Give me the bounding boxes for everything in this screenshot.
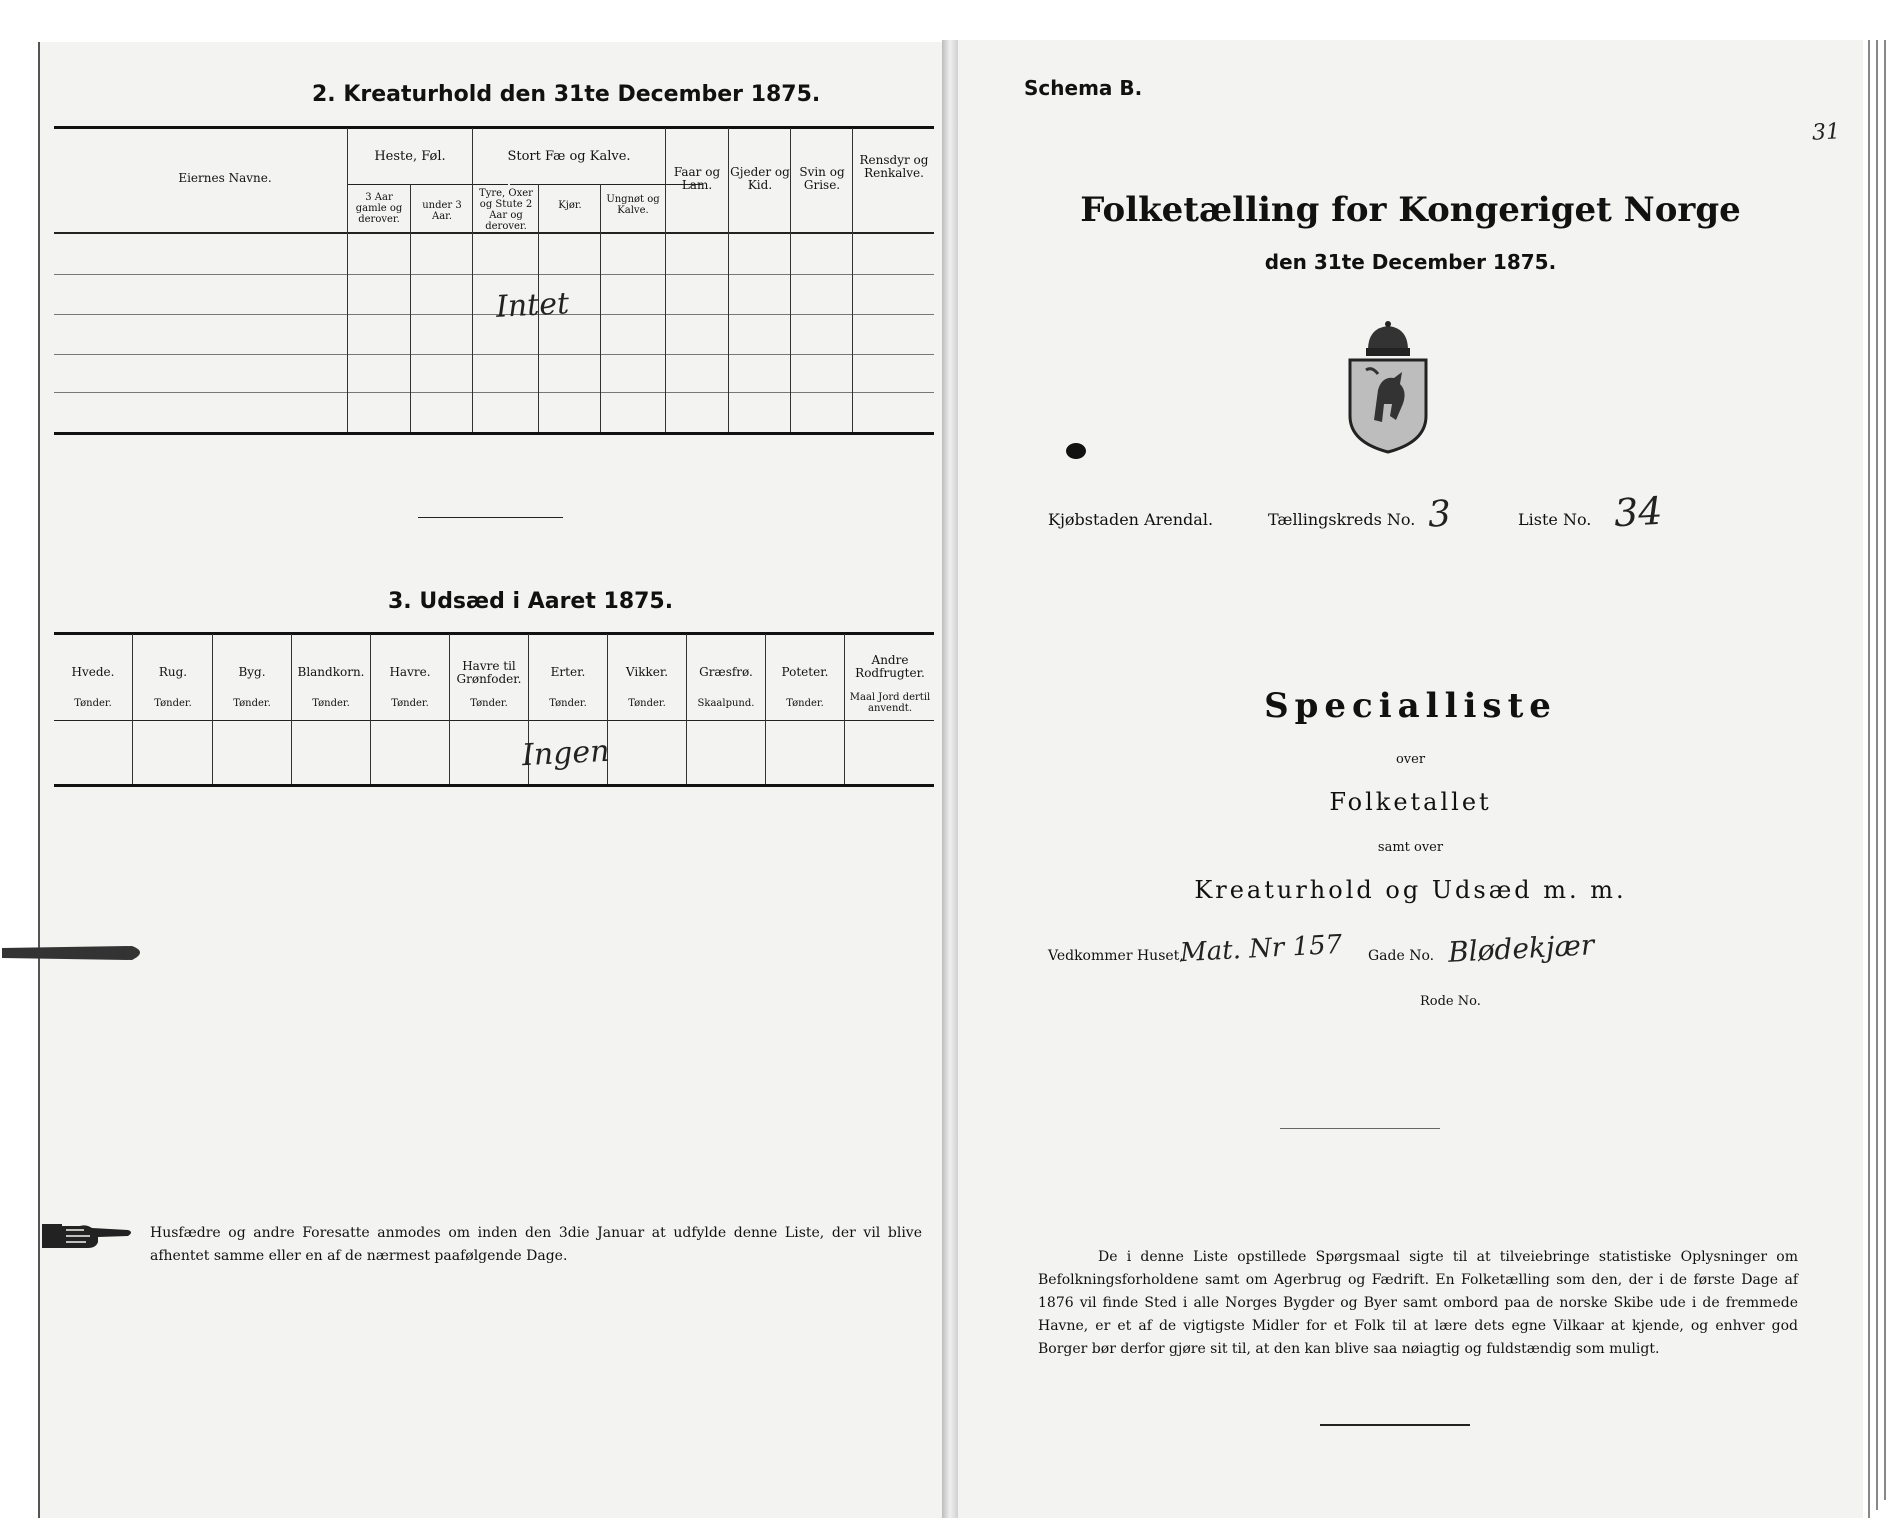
table-divider [212,634,213,784]
col-hvede-unit: Tønder. [74,698,112,709]
table-divider [472,128,473,432]
col-pigs: Svin og Grise. [799,165,845,192]
col-cattle-header: Stort Fæ og Kalve. [507,149,631,164]
col-goats: Gjeder og Kid. [730,165,790,192]
col-young-cattle: Ungnøt og Kalve. [606,194,660,216]
separator-rule [418,517,563,518]
over-label: over [1395,752,1426,767]
table-rule [54,274,934,275]
table-rule [54,354,934,355]
handwritten-ingen: Ingen [521,733,611,774]
liste-value: 34 [1612,488,1664,536]
col-horses-3up: 3 Aar gamle og derover. [355,192,403,225]
table-rule [54,392,934,393]
table-divider [765,634,766,784]
table-divider [291,634,292,784]
col-andre-rodfrugter: Andre Rodfrugter. [855,653,925,680]
table-divider [728,128,729,432]
table-divider [665,128,666,432]
table-divider [370,634,371,784]
right-page [958,40,1863,1518]
table-divider [852,128,853,432]
kreds-value: 3 [1426,493,1452,536]
section2-title: 2. Kreaturhold den 31te December 1875. [312,82,821,107]
notice-text: Husfædre og andre Foresatte anmodes om inden den 3die Januar at udfylde denne Liste, der vil blive afhentet samme eller en af de nærmest paafølgende Dage. [150,1225,922,1264]
col-graesfro: Græsfrø. [699,665,753,679]
table-rule [54,720,934,721]
table-divider [844,634,845,784]
section3-title: 3. Udsæd i Aaret 1875. [388,589,674,614]
samt-over-label: samt over [1377,840,1444,855]
schema-label: Schema B. [1024,76,1143,100]
table-divider [410,184,411,432]
col-horses-under3: under 3 Aar. [422,200,462,222]
table-divider [449,634,450,784]
col-blandkorn-unit: Tønder. [312,698,350,709]
col-havre-unit: Tønder. [391,698,429,709]
table-rule [54,232,934,234]
col-owner-header: Eiernes Navne. [178,171,272,185]
col-horses-header: Heste, Føl. [374,149,446,164]
date-line: den 31te December 1875. [1264,250,1557,274]
liste-label: Liste No. [1518,510,1592,529]
footer-text: De i denne Liste opstillede Spørgsmaal sigte til at tilveiebringe statistiske Oplysninger om Befolkningsforholdene samt om Agerbrug og Fædrift. En Folketælling som den, der i de første Dage af 1876 vil finde Sted i alle Norges Bygder og Byer samt ombord paa de norske Skibe ude i de fremmede Havne, er et af de vigtigste Midler for et Folk til at lære dets egne Vilkaar at kjende, og enhver god Borger bør derfor gjøre sit til, at den kan blive saa nøiagtig og fuldstændig som muligt. [1038,1249,1798,1357]
col-rug: Rug. [158,665,188,679]
table-rule [54,314,934,315]
ink-blot [1066,443,1086,459]
norwegian-coat-of-arms-icon [1338,320,1438,456]
table-rule [348,184,508,185]
rode-label: Rode No. [1420,994,1481,1009]
table-rule [54,632,934,635]
col-poteter-unit: Tønder. [786,698,824,709]
col-cows: Kjør. [558,200,582,211]
col-erter: Erter. [550,665,586,679]
table-divider [132,634,133,784]
page-edge [1884,40,1886,1500]
col-poteter: Poteter. [781,665,829,679]
pointing-hand-icon [40,1216,136,1256]
col-rug-unit: Tønder. [154,698,192,709]
table-rule [54,126,934,129]
col-havre-gronfoder: Havre til Grønfoder. [456,659,522,686]
col-reindeer: Rensdyr og Renkalve. [859,153,929,180]
separator-rule [1320,1424,1470,1426]
col-sheep: Faar og Lam. [673,165,721,192]
separator-rule [1280,1128,1440,1129]
page-edge [1868,40,1870,1518]
page-edge [1876,40,1878,1510]
col-havre: Havre. [389,665,431,679]
col-byg: Byg. [238,665,266,679]
huset-value: Mat. Nr 157 [1179,929,1343,969]
main-title: Folketælling for Kongeriget Norge [1080,190,1741,230]
table-divider [686,634,687,784]
table-divider [790,128,791,432]
col-vikker-unit: Tønder. [628,698,666,709]
col-havre-gronfoder-unit: Tønder. [470,698,508,709]
table-rule [54,784,934,787]
col-andre-rodfrugter-unit: Maal Jord dertil anvendt. [849,692,931,714]
kreds-label: Tællingskreds No. [1268,510,1416,529]
handwritten-intet: Intet [495,286,570,325]
col-blandkorn: Blandkorn. [297,665,365,679]
table-rule [54,432,934,435]
kreaturhold-label: Kreaturhold og Udsæd m. m. [1194,876,1627,904]
gade-label: Gade No. [1368,948,1435,964]
book-spine [942,40,958,1518]
kjobstad-label: Kjøbstaden Arendal. [1048,510,1214,529]
corner-mark: 31 [1811,119,1841,146]
table-divider [347,128,348,432]
folketallet-label: Folketallet [1329,788,1492,816]
table-divider [600,184,601,432]
col-bulls: Tyre, Oxer og Stute 2 Aar og derover. [479,188,533,232]
col-vikker: Vikker. [625,665,669,679]
col-graesfro-unit: Skaalpund. [697,698,755,709]
col-erter-unit: Tønder. [549,698,587,709]
page-tab-marker [2,942,152,964]
gade-value: Blødekjær [1447,928,1595,969]
col-hvede: Hvede. [71,665,115,679]
vedkommer-label: Vedkommer Huset, [1048,948,1184,964]
specialliste-heading: Specialliste [1264,686,1557,726]
left-page [38,42,945,1518]
col-byg-unit: Tønder. [233,698,271,709]
